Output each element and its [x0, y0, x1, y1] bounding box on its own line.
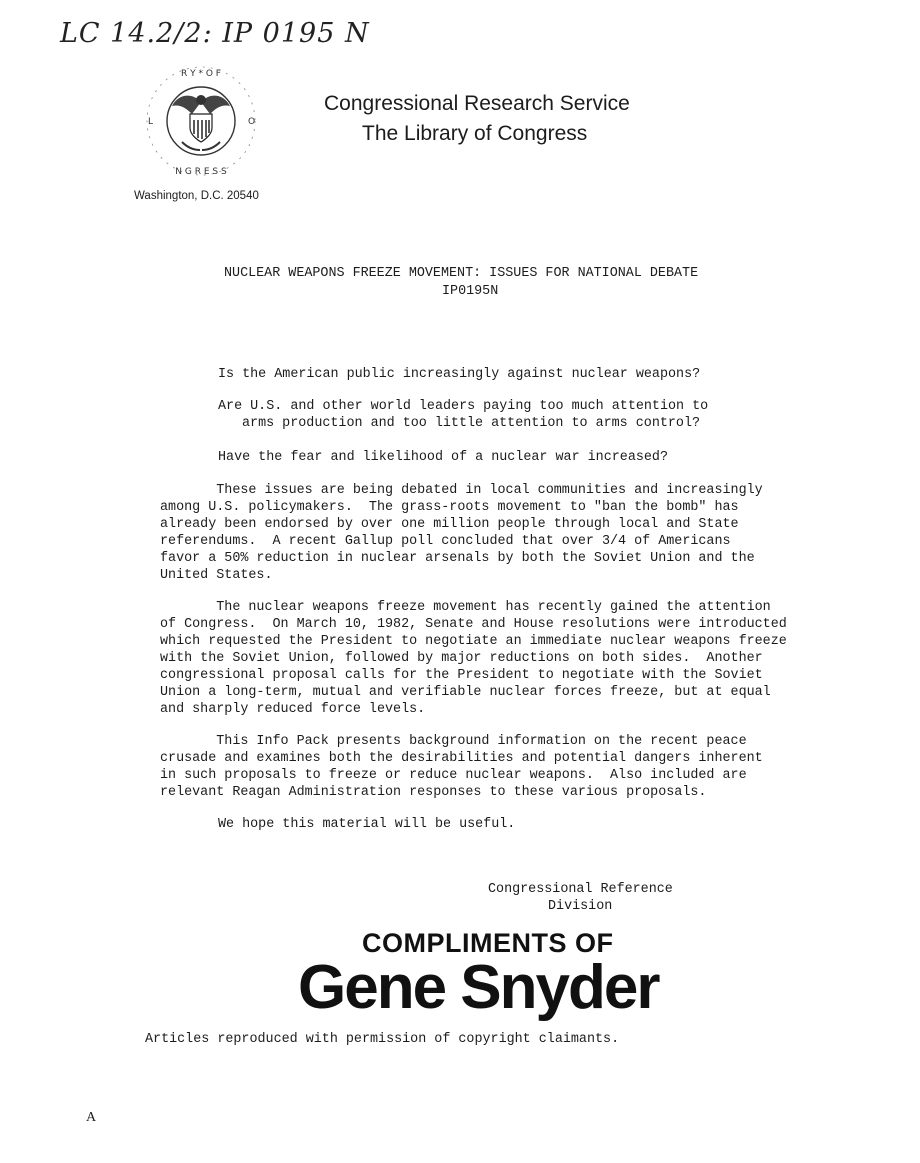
compliments-stamp-name: Gene Snyder [298, 953, 659, 1022]
paragraph-info-pack [160, 733, 763, 801]
paragraph-line: in such proposals to freeze or reduce nuclear weapons. Also included are [160, 768, 747, 783]
question-2-line-1: Are U.S. and other world leaders paying too much attention to [218, 399, 709, 414]
question-2-line-2: arms production and too little attention to arms control? [242, 416, 701, 431]
svg-text:L: L [148, 117, 154, 127]
paragraph-line: relevant Reagan Administration responses to these various proposals. [160, 785, 707, 800]
library-of-congress-seal-icon [142, 62, 260, 180]
page-mark: A [86, 1110, 97, 1125]
document-title: NUCLEAR WEAPONS FREEZE MOVEMENT: ISSUES FOR NATIONAL DEBATE [224, 266, 699, 281]
paragraph-line: with the Soviet Union, followed by major reductions on both sides. Another [160, 651, 763, 666]
paragraph-line: United States. [160, 568, 273, 583]
org-subtitle: The Library of Congress [362, 122, 588, 145]
svg-text:O: O [248, 117, 256, 127]
handwritten-call-number: LC 14.2/2: IP 0195 N [60, 18, 370, 49]
paragraph-line: referendums. A recent Gallup poll concluded that over 3/4 of Americans [160, 534, 731, 549]
copyright-credit: Articles reproduced with permission of copyright claimants. [145, 1032, 620, 1047]
compliments-stamp-heading: COMPLIMENTS OF [362, 928, 614, 958]
paragraph-line: This Info Pack presents background information on the recent peace [160, 734, 747, 749]
closing-line: We hope this material will be useful. [218, 817, 516, 832]
signature-division-line-2: Division [548, 899, 613, 914]
paragraph-congress [160, 599, 787, 718]
paragraph-line: The nuclear weapons freeze movement has recently gained the attention [160, 600, 771, 615]
org-name: Congressional Research Service [324, 92, 630, 115]
paragraph-line: among U.S. policymakers. The grass-roots movement to "ban the bomb" has [160, 500, 739, 515]
paragraph-line: Union a long-term, mutual and verifiable nuclear forces freeze, but at equal [160, 685, 771, 700]
paragraph-line: These issues are being debated in local communities and increasingly [160, 483, 763, 498]
question-3: Have the fear and likelihood of a nuclear war increased? [218, 450, 668, 465]
paragraph-line: which requested the President to negotiate an immediate nuclear weapons freeze [160, 634, 787, 649]
paragraph-issues [160, 482, 763, 584]
paragraph-line: crusade and examines both the desirabilities and potential dangers inherent [160, 751, 763, 766]
paragraph-line: of Congress. On March 10, 1982, Senate and House resolutions were introducted [160, 617, 787, 632]
svg-text:N G R E S S: N G R E S S [175, 167, 227, 177]
document-id: IP0195N [442, 284, 499, 299]
svg-text:R Y * O F: R Y * O F [181, 69, 221, 79]
signature-division: Congressional Reference [488, 882, 673, 897]
paragraph-line: congressional proposal calls for the President to negotiate with the Soviet [160, 668, 763, 683]
org-address: Washington, D.C. 20540 [134, 190, 259, 202]
paragraph-line: and sharply reduced force levels. [160, 702, 426, 717]
paragraph-line: favor a 50% reduction in nuclear arsenals by both the Soviet Union and the [160, 551, 755, 566]
paragraph-line: already been endorsed by over one million people through local and State [160, 517, 739, 532]
question-1: Is the American public increasingly against nuclear weapons? [218, 367, 701, 382]
